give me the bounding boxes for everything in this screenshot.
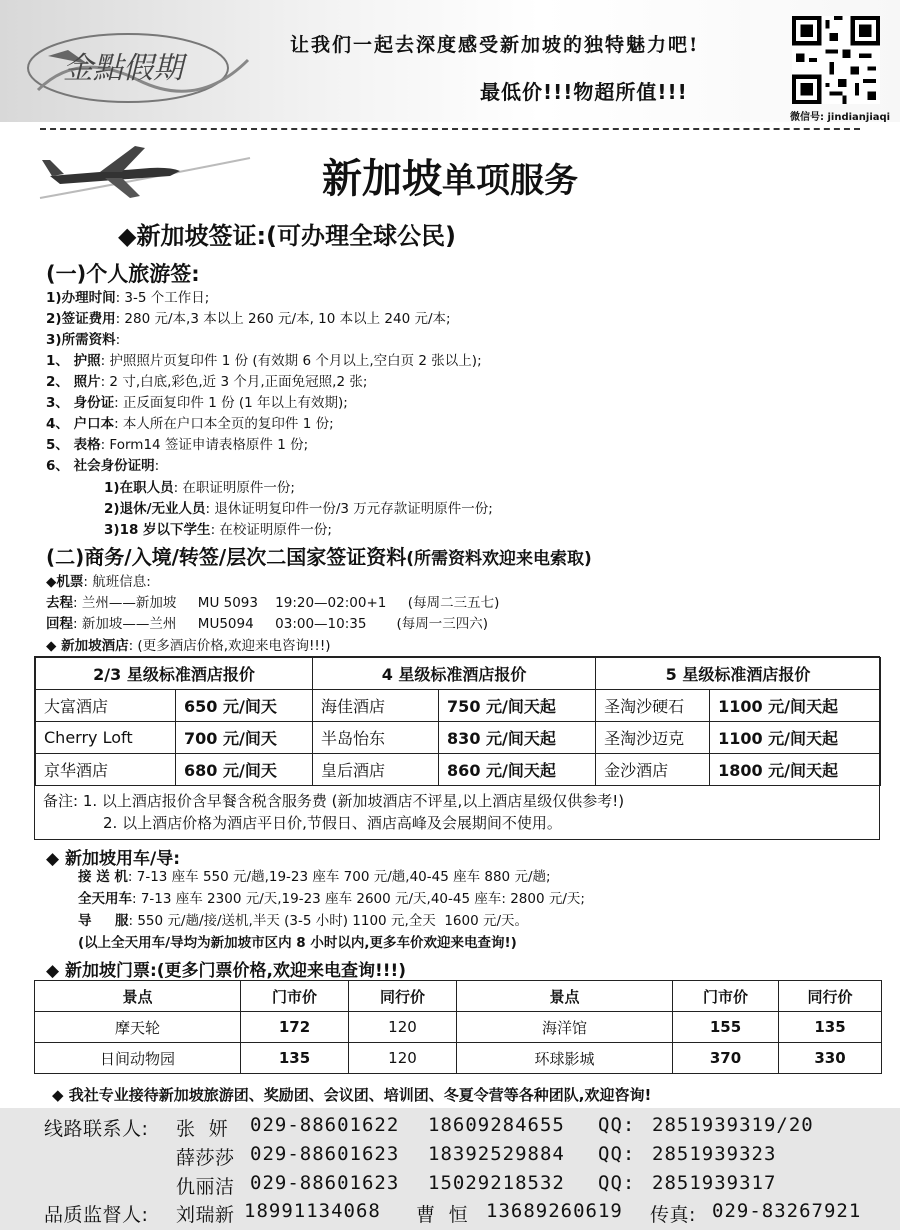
contact-mobile[interactable]: 18609284655 <box>428 1114 565 1136</box>
contact-qq[interactable]: 2851939323 <box>652 1143 777 1165</box>
supervisor2-name: 曹 恒 <box>416 1204 469 1226</box>
brand-logo <box>18 20 278 110</box>
visa-required-docs: 3)所需资料: <box>46 332 121 348</box>
logo-text: 金點假期 <box>63 51 183 86</box>
doc-passport: 1、 护照: 护照照片页复印件 1 份 (有效期 6 个月以上,空白页 2 张以上); <box>46 353 482 369</box>
hotel-heading: ◆ 新加坡酒店: (更多酒店价格,欢迎来电咨询!!!) <box>46 638 331 654</box>
car-note: (以上全天用车/导均为新加坡市区内 8 小时以内,更多车价欢迎来电查询!) <box>78 935 517 951</box>
hotel-note: 备注: 1. 以上酒店报价含早餐含税含服务费 (新加坡酒店不评星,以上酒店星级仅供参考!) 2. 以上酒店价格为酒店平日价,节假日、酒店高峰及会展期间不使用。 <box>43 792 625 832</box>
doc-employed: 1)在职人员: 在职证明原件一份; <box>104 480 295 496</box>
contact-phone[interactable]: 029-88601623 <box>250 1172 400 1194</box>
car-section-heading: ◆ 新加坡用车/导: <box>46 849 180 869</box>
contact-qq-label: QQ: <box>598 1143 636 1165</box>
doc-retired: 2)退休/无业人员: 退休证明复印件一份/3 万元存款证明原件一份; <box>104 501 493 517</box>
contact-mobile[interactable]: 15029218532 <box>428 1172 565 1194</box>
doc-household-register: 4、 户口本: 本人所在户口本全页的复印件 1 份; <box>46 416 334 432</box>
contact-qq-label: QQ: <box>598 1172 636 1194</box>
visa-section-heading: ◆新加坡签证:(可办理全球公民) <box>118 222 456 250</box>
flight-heading: ◆机票: 航班信息: <box>46 574 151 590</box>
header-5star: 5 星级标准酒店报价 <box>596 658 881 690</box>
flight-outbound: 去程: 兰州——新加坡 MU 5093 19:20—02:00+1 (每周二三五七) <box>46 595 500 611</box>
contact-name: 张 妍 <box>176 1118 229 1140</box>
doc-id-card: 3、 身份证: 正反面复印件 1 份 (1 年以上有效期); <box>46 395 348 411</box>
tickets-heading: ◆ 新加坡门票:(更多门票价格,欢迎来电查询!!!) <box>46 961 407 981</box>
slogan: 让我们一起去深度感受新加坡的独特魅力吧! <box>290 34 700 56</box>
fax-number[interactable]: 029-83267921 <box>712 1200 862 1222</box>
header-banner <box>0 0 900 122</box>
doc-photo: 2、 照片: 2 寸,白底,彩色,近 3 个月,正面免冠照,2 张; <box>46 374 368 390</box>
table-row: 京华酒店 680 元/间天 皇后酒店 860 元/间天起 金沙酒店 1800 元/间天起 <box>36 754 881 786</box>
contact-name: 仇丽洁 <box>176 1176 235 1198</box>
lowest-price-banner: 最低价!!!物超所值!!! <box>480 80 688 104</box>
header-3star: 2/3 星级标准酒店报价 <box>36 658 313 690</box>
table-row: Cherry Loft 700 元/间天 半岛怡东 830 元/间天起 圣淘沙迈克 1100 元/间天起 <box>36 722 881 754</box>
supervisor-mobile[interactable]: 18991134068 <box>244 1200 381 1222</box>
supervisor-name: 刘瑞新 <box>176 1204 235 1226</box>
contact-name: 薛莎莎 <box>176 1147 235 1169</box>
table-header-row: 景点 门市价 同行价 景点 门市价 同行价 <box>35 981 882 1012</box>
qr-code-icon <box>792 16 880 104</box>
flight-return: 回程: 新加坡——兰州 MU5094 03:00—10:35 (每周一三四六) <box>46 616 489 632</box>
contact-phone[interactable]: 029-88601622 <box>250 1114 400 1136</box>
contact-mobile[interactable]: 18392529884 <box>428 1143 565 1165</box>
visa-fee: 2)签证费用: 280 元/本,3 本以上 260 元/本, 10 本以上 240 元/本; <box>46 311 451 327</box>
hotel-price-table <box>34 656 880 840</box>
supervisor-label: 品质监督人: <box>44 1204 149 1226</box>
doc-social-identity: 6、 社会身份证明: <box>46 458 160 474</box>
car-guide: 导 服: 550 元/趟/接/送机,半天 (3-5 小时) 1100 元,全天 1600 元/天。 <box>78 913 529 929</box>
header-4star: 4 星级标准酒店报价 <box>313 658 596 690</box>
promo-text: ◆ 我社专业接待新加坡旅游团、奖励团、会议团、培训团、冬夏令营等各种团队,欢迎咨询! <box>52 1086 652 1104</box>
ticket-price-table <box>34 980 882 1074</box>
contacts-panel <box>0 1108 900 1230</box>
table-row: 日间动物园 135 120 环球影城 370 330 <box>35 1043 882 1074</box>
doc-student: 3)18 岁以下学生: 在校证明原件一份; <box>104 522 332 538</box>
wechat-id: 微信号: jindianjiaqi <box>790 112 891 123</box>
table-row: 大富酒店 650 元/间天 海佳酒店 750 元/间天起 圣淘沙硬石 1100 元/间天起 <box>36 690 881 722</box>
divider <box>40 128 860 130</box>
contact-qq-label: QQ: <box>598 1114 636 1136</box>
supervisor2-mobile[interactable]: 13689260619 <box>486 1200 623 1222</box>
personal-visa-heading: (一)个人旅游签: <box>46 262 200 286</box>
visa-processing-time: 1)办理时间: 3-5 个工作日; <box>46 290 210 306</box>
contact-qq[interactable]: 2851939317 <box>652 1172 777 1194</box>
contact-phone[interactable]: 029-88601623 <box>250 1143 400 1165</box>
contact-label: 线路联系人: <box>44 1118 149 1140</box>
contact-qq[interactable]: 2851939319/20 <box>652 1114 814 1136</box>
car-airport-transfer: 接 送 机: 7-13 座车 550 元/趟,19-23 座车 700 元/趟,40-45 座车 880 元/趟; <box>78 869 551 885</box>
page-title: 新加坡单项服务 <box>322 156 578 202</box>
doc-form: 5、 表格: Form14 签证申请表格原件 1 份; <box>46 437 309 453</box>
table-row: 摩天轮 172 120 海洋馆 155 135 <box>35 1012 882 1043</box>
car-full-day: 全天用车: 7-13 座车 2300 元/天,19-23 座车 2600 元/天,40-45 座车: 2800 元/天; <box>78 891 585 907</box>
business-visa-heading: (二)商务/入境/转签/层次二国家签证资料(所需资料欢迎来电索取) <box>46 545 592 569</box>
fax-label: 传真: <box>650 1204 696 1226</box>
